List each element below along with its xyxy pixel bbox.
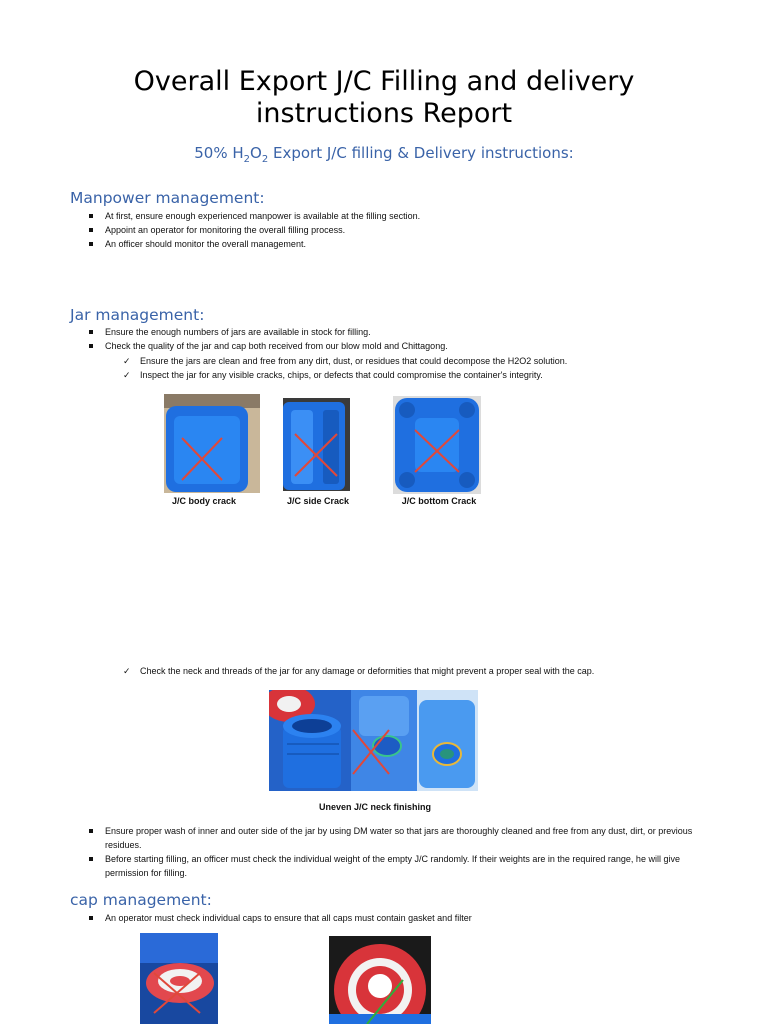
- list-item: An officer should monitor the overall management.: [88, 237, 708, 251]
- subtitle-suffix: Export J/C filling & Delivery instructions:: [268, 144, 574, 162]
- subtitle-sub-1: 2: [243, 154, 251, 165]
- caption-neck: Uneven J/C neck finishing: [318, 802, 432, 812]
- check-item-text: Inspect the jar for any visible cracks, chips, or defects that could compromise the container's integrity.: [140, 370, 543, 380]
- jar-list: [88, 325, 708, 353]
- jc-body-crack-photo: [164, 394, 260, 493]
- manpower-list: [88, 209, 708, 251]
- subtitle-prefix: 50% H: [194, 144, 244, 162]
- check-item: [123, 368, 723, 382]
- title-line-2: instructions Report: [255, 98, 513, 129]
- check-item-text: Check the neck and threads of the jar for any damage or deformities that might prevent a proper seal with the cap.: [140, 666, 595, 676]
- check-item-text: Ensure the jars are clean and free from any dirt, dust, or residues that could decompose the H2O2 solution.: [140, 356, 568, 366]
- jar-heading: Jar management:: [70, 306, 205, 324]
- manpower-heading: Manpower management:: [70, 189, 265, 207]
- check-icon: ✓: [123, 370, 131, 380]
- list-item: Ensure proper wash of inner and outer side of the jar by using DM water so that jars are thoroughly cleaned and free from any dust, dirt, or previous residues.: [88, 824, 708, 852]
- jc-neck-photo: [269, 690, 478, 791]
- jc-bottom-crack-photo: [393, 396, 481, 494]
- list-item: An operator must check individual caps to ensure that all caps must contain gasket and filter: [88, 911, 708, 925]
- jar-check-list: [123, 354, 723, 382]
- check-icon: ✓: [123, 666, 131, 676]
- check-item: [123, 354, 723, 368]
- cap-list: [88, 911, 708, 925]
- document-title: [0, 66, 768, 130]
- jar-list-2: [88, 824, 708, 880]
- document-subtitle: [0, 144, 768, 165]
- list-item: At first, ensure enough experienced manpower is available at the filling section.: [88, 209, 708, 223]
- caption-body-crack: J/C body crack: [171, 496, 237, 506]
- jc-side-crack-photo: [283, 398, 350, 491]
- cap-bad-photo: [140, 933, 218, 1024]
- subtitle-sub-2: 2: [261, 154, 269, 165]
- title-line-1: Overall Export J/C Filling and delivery: [133, 66, 635, 97]
- list-item: Check the quality of the jar and cap both received from our blow mold and Chittagong.: [88, 339, 708, 353]
- subtitle-mid: O: [250, 144, 262, 162]
- caption-side-crack: J/C side Crack: [286, 496, 350, 506]
- list-item: Before starting filling, an officer must check the individual weight of the empty J/C randomly. If their weights are in the required range, he will give permission for filling.: [88, 852, 708, 880]
- cap-heading: cap management:: [70, 891, 212, 909]
- cap-good-photo: [329, 936, 431, 1024]
- check-icon: ✓: [123, 356, 131, 366]
- neck-check-list: [123, 664, 723, 678]
- check-item: [123, 664, 723, 678]
- list-item: Ensure the enough numbers of jars are available in stock for filling.: [88, 325, 708, 339]
- list-item: Appoint an operator for monitoring the overall filling process.: [88, 223, 708, 237]
- caption-bottom-crack: J/C bottom Crack: [401, 496, 477, 506]
